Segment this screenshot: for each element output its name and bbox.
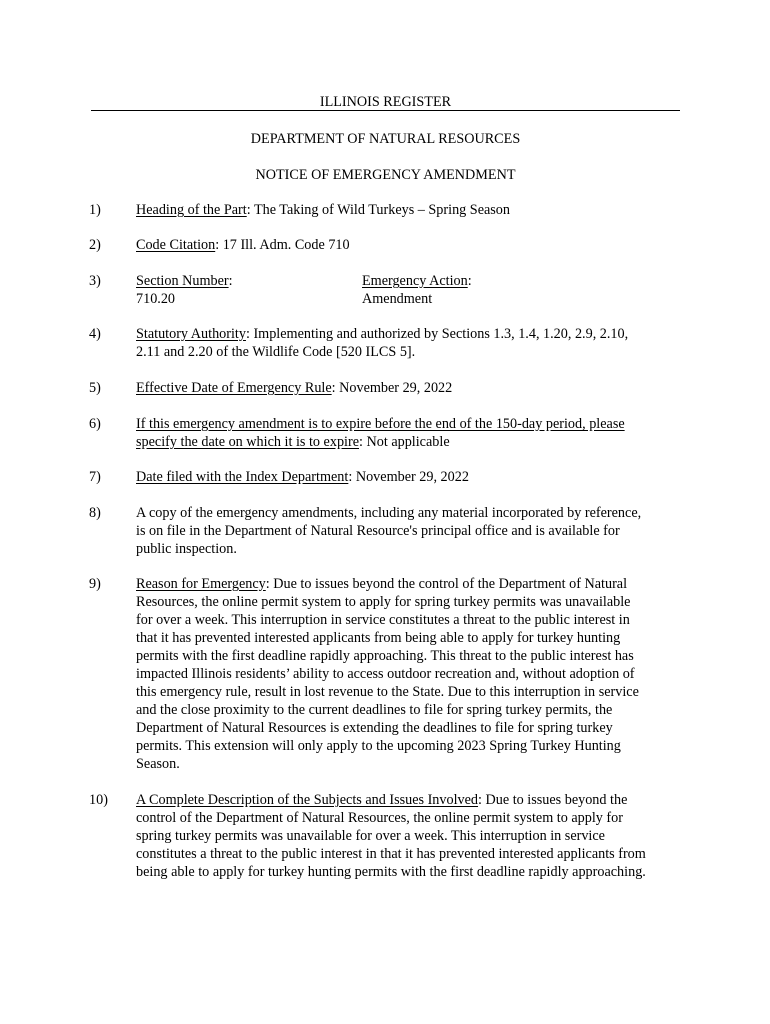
item-text-line: public inspection.	[136, 541, 237, 557]
item-text: : November 29, 2022	[348, 469, 469, 485]
item-label: Statutory Authority	[136, 326, 246, 342]
item-text-line: Department of Natural Resources is extending the deadlines to file for spring turkey	[136, 720, 613, 736]
item-number: 4)	[89, 326, 101, 342]
emergency-action-value: Amendment	[362, 291, 433, 307]
item-text-line: Season.	[136, 756, 180, 772]
item-text: : Due to issues beyond the	[478, 792, 628, 808]
item-text-line: control of the Department of Natural Resources, the online permit system to apply for	[136, 810, 623, 826]
item-body	[136, 325, 684, 361]
item-label: Code Citation	[136, 237, 216, 253]
department-title: DEPARTMENT OF NATURAL RESOURCES	[250, 131, 521, 147]
item-text-line: permits with the first deadline rapidly approaching. This threat to the public interest has	[136, 648, 634, 664]
item-label: specify the date on which it is to expire	[136, 434, 359, 450]
item-text-line: that it has prevented interested applicants from being able to apply for turkey hunting	[136, 630, 621, 646]
register-header: ILLINOIS REGISTER	[91, 94, 680, 111]
item-text: : 17 Ill. Adm. Code 710	[215, 237, 350, 253]
item-body	[136, 201, 684, 219]
item-text-line: this emergency rule, result in lost revenue to the State. Due to this interruption in service	[136, 684, 639, 700]
item-text: : The Taking of Wild Turkeys – Spring Season	[246, 202, 510, 218]
item-number: 1)	[89, 202, 101, 218]
item-number: 10)	[89, 792, 108, 808]
item-number: 7)	[89, 469, 101, 485]
item-number: 8)	[89, 505, 101, 521]
item-text: : Not applicable	[359, 434, 450, 450]
item-number: 3)	[89, 273, 101, 289]
item-label: Emergency Action	[362, 273, 468, 289]
item-text-line: and the close proximity to the current deadlines to file for spring turkey permits, the	[136, 702, 613, 718]
item-body	[136, 236, 684, 254]
item-text-line: impacted Illinois residents’ ability to access outdoor recreation and, without adoption of	[136, 666, 635, 682]
item-number: 5)	[89, 380, 101, 396]
item-label: A Complete Description of the Subjects and Issues Involved	[136, 792, 479, 808]
item-number: 6)	[89, 416, 101, 432]
item-text-line: A copy of the emergency amendments, including any material incorporated by reference,	[136, 505, 642, 521]
item-label: If this emergency amendment is to expire before the end of the 150-day period, please	[136, 416, 625, 432]
item-text-line: permits. This extension will only apply to the upcoming 2023 Spring Turkey Hunting	[136, 738, 621, 754]
item-body	[136, 575, 684, 773]
item-text: : November 29, 2022	[331, 380, 453, 396]
item-body	[136, 415, 684, 451]
item-body	[136, 468, 684, 486]
item-text-line: constitutes a threat to the public interest in that it has prevented interested applicants from	[136, 846, 646, 862]
item-text-line: being able to apply for turkey hunting permits with the first deadline rapidly approaching.	[136, 864, 646, 880]
emergency-action-block	[362, 272, 472, 308]
item-text-line: Resources, the online permit system to apply for spring turkey permits was unavailable	[136, 594, 631, 610]
item-label: Effective Date of Emergency Rule	[136, 380, 332, 396]
item-label: Section Number	[136, 273, 229, 289]
item-colon: :	[228, 273, 233, 289]
item-text-line: is on file in the Department of Natural Resource's principal office and is available for	[136, 523, 620, 539]
item-text-line: for over a week. This interruption in service constitutes a threat to the public interest in	[136, 612, 630, 628]
item-text-line: 2.11 and 2.20 of the Wildlife Code [520 ILCS 5].	[136, 344, 416, 360]
item-body	[136, 791, 684, 881]
item-text-line: spring turkey permits was unavailable for over a week. This interruption in service	[136, 828, 605, 844]
item-label: Date filed with the Index Department	[136, 469, 349, 485]
item-number: 9)	[89, 576, 101, 592]
section-number-value: 710.20	[136, 291, 176, 307]
item-label: Heading of the Part	[136, 202, 247, 218]
item-text: : Implementing and authorized by Sections 1.3, 1.4, 1.20, 2.9, 2.10,	[245, 326, 629, 342]
item-body	[136, 379, 684, 397]
item-body	[136, 504, 684, 558]
item-number: 2)	[89, 237, 101, 253]
item-label: Reason for Emergency	[136, 576, 266, 592]
item-text: : Due to issues beyond the control of the Department of Natural	[265, 576, 628, 592]
item-colon: :	[467, 273, 472, 289]
notice-title: NOTICE OF EMERGENCY AMENDMENT	[255, 167, 516, 183]
